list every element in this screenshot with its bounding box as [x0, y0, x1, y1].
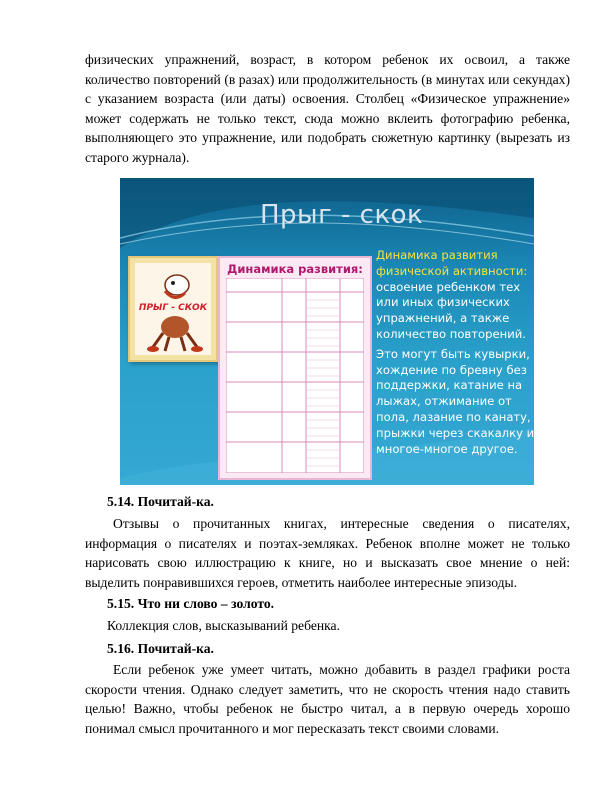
table-title: Динамика развития:: [227, 262, 363, 276]
caption-body-1: освоение ребенком тех или иных физических упражнений, а также количество повторений.: [376, 279, 526, 341]
photo-image: [135, 263, 211, 355]
section-paragraph: Коллекция слов, высказываний ребенка.: [107, 618, 340, 633]
section-heading: 5.15. Что ни слово – золото.: [107, 596, 275, 611]
section-paragraph: Отзывы о прочитанных книгах, интересные сведения о писателях, информация о писателях и поэтах-земляках. Ребенок вполне может не только нарисовать свою иллюстрацию к книге, но и высказать свое мнение о ней: выделить понравившихся героев, отметить наиболее интересные эпизоды.: [85, 516, 570, 590]
section-heading: 5.16. Почитай-ка.: [107, 641, 214, 656]
slide-caption: [376, 248, 534, 457]
intro-text-block: [85, 50, 570, 167]
section-heading: 5.14. Почитай-ка.: [107, 494, 214, 509]
intro-paragraph: физических упражнений, возраст, в котором ребенок их освоил, а также количество повторений (в разах) или продолжительность (в минутах или секундах) с указанием возраста (или даты) освоения. Столбец «Физическое упражнение» может содержать не только текст, сюда можно вклеить фотографию ребенка, выполняющего это упражнение, или подобрать сюжетную картинку (вырезать из старого журнала).: [85, 52, 570, 165]
slide-title: Прыг - скок: [260, 200, 424, 230]
photo-frame: [128, 256, 218, 362]
presentation-slide: [120, 178, 534, 485]
dynamics-table-card: [218, 256, 372, 480]
section-paragraph: Если ребенок уже умеет читать, можно добавить в раздел графики роста скорости чтения. Однако следует заметить, что не скорость чтения надо ставить целью! Важно, чтобы ребенок не быстро читал, а в первую очередь хорошо понимал смысл прочитанного и мог пересказать текст своими словами.: [85, 662, 570, 736]
caption-heading: Динамика развития физической активности:: [376, 248, 528, 278]
caption-body-2: Это могут быть кувырки, хождение по бревну без поддержки, катание на лыжах, отжимание от пола, лазание по канату, прыжки через скакалку и многое-многое другое.: [376, 346, 534, 456]
table-grid: [226, 278, 364, 473]
section-text-block: [85, 514, 570, 592]
section-text-block: [85, 660, 570, 738]
photo-caption: ПРЫГ - СКОК: [138, 303, 208, 313]
